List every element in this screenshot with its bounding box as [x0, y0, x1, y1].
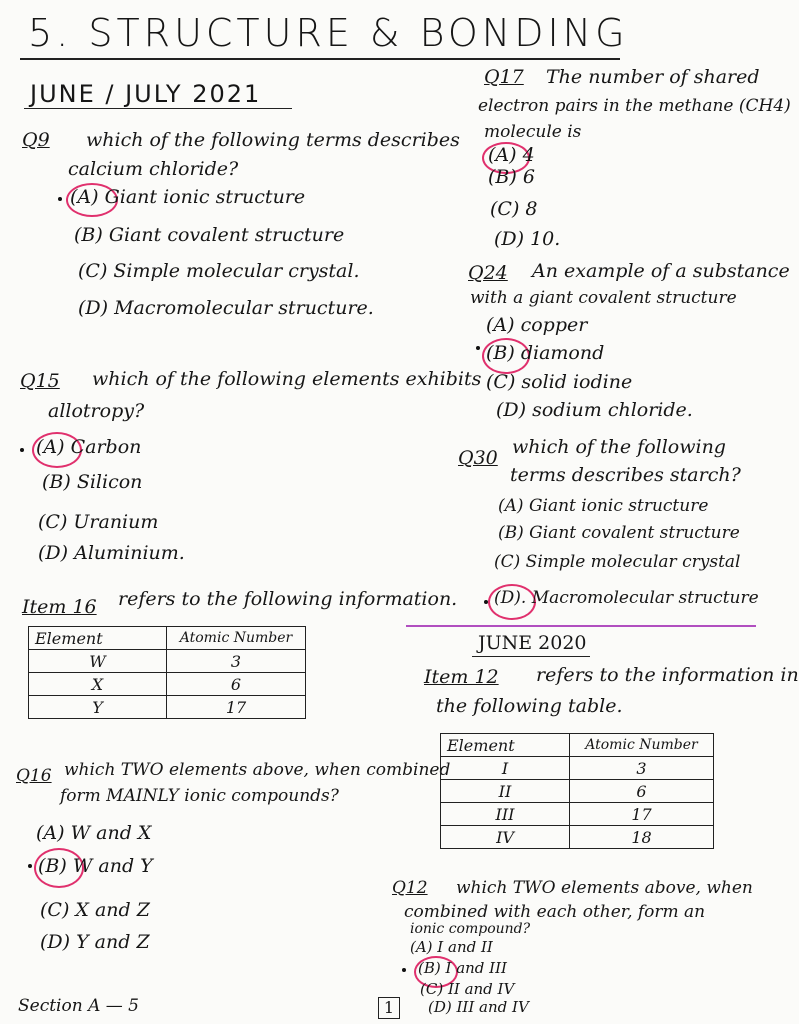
answer-option: (D) III and IV — [428, 998, 529, 1016]
table-row — [29, 673, 306, 696]
table-cell: III — [441, 803, 570, 826]
answer-option: (A) 4 — [488, 144, 535, 166]
answer-option: (B) diamond — [486, 342, 605, 364]
question-number: Q16 — [16, 766, 52, 786]
answer-option: (D) Macromolecular structure. — [78, 297, 374, 319]
answer-option: (C) II and IV — [420, 980, 515, 998]
table-header-row — [29, 627, 306, 650]
title-underline — [20, 58, 620, 60]
exam-heading-underline — [24, 108, 292, 109]
page-title: 5. STRUCTURE & BONDING — [28, 11, 629, 55]
answer-option: (B) Giant covalent structure — [74, 224, 345, 246]
question-text: terms describes starch? — [510, 464, 741, 486]
table-header: Element — [29, 627, 167, 650]
table-row — [29, 650, 306, 673]
exam-heading-underline — [472, 656, 590, 657]
element-table-item16 — [28, 626, 306, 719]
question-text: form MAINLY ionic compounds? — [60, 786, 339, 806]
question-text: molecule is — [484, 122, 582, 142]
answer-option: (B) I and III — [418, 959, 507, 977]
question-text: which of the following elements exhibits — [92, 368, 482, 390]
marks-box: 1 — [378, 997, 400, 1019]
table-header: Atomic Number — [570, 734, 714, 757]
question-text: An example of a substance — [532, 260, 790, 282]
answer-option: (A) I and II — [410, 938, 493, 956]
item-label: Item 16 — [22, 596, 97, 618]
question-text: electron pairs in the methane (CH4) — [478, 96, 791, 116]
table-cell: II — [441, 780, 570, 803]
exam-heading-2021: JUNE / JULY 2021 — [30, 80, 262, 108]
selection-dot — [402, 968, 406, 972]
answer-option: (C) X and Z — [40, 899, 150, 921]
answer-option: (D) Aluminium. — [38, 542, 185, 564]
table-cell: 17 — [167, 696, 306, 719]
exam-heading-2020: JUNE 2020 — [478, 632, 587, 654]
answer-option: (D) sodium chloride. — [496, 399, 693, 421]
answer-option: (B) W and Y — [38, 855, 153, 877]
table-header-row — [441, 734, 714, 757]
table-cell: 6 — [167, 673, 306, 696]
question-text: with a giant covalent structure — [470, 288, 737, 308]
table-row — [441, 780, 714, 803]
question-text: which TWO elements above, when — [456, 878, 753, 898]
table-row — [29, 696, 306, 719]
table-cell: I — [441, 757, 570, 780]
table-cell: W — [29, 650, 167, 673]
selection-dot — [476, 346, 480, 350]
question-text: allotropy? — [48, 400, 145, 422]
selection-dot — [28, 864, 32, 868]
table-cell: 17 — [570, 803, 714, 826]
answer-option: (A) Carbon — [36, 436, 142, 458]
table-cell: 3 — [167, 650, 306, 673]
table-row — [441, 803, 714, 826]
table-row — [441, 757, 714, 780]
question-text: which of the following — [512, 436, 726, 458]
answer-option: (A) W and X — [36, 822, 152, 844]
answer-option: (B) Silicon — [42, 471, 143, 493]
question-text: The number of shared — [546, 66, 760, 88]
question-number: Q30 — [458, 447, 498, 469]
table-cell: 3 — [570, 757, 714, 780]
answer-option: (A) Giant ionic structure — [498, 496, 709, 516]
answer-option: (D) Y and Z — [40, 931, 150, 953]
question-text: which TWO elements above, when combined — [64, 760, 451, 780]
table-cell: IV — [441, 826, 570, 849]
table-cell: Y — [29, 696, 167, 719]
table-cell: 6 — [570, 780, 714, 803]
answer-option: (C) Simple molecular crystal — [494, 552, 741, 572]
table-row — [441, 826, 714, 849]
table-cell: X — [29, 673, 167, 696]
question-number: Q9 — [22, 129, 50, 151]
question-text: combined with each other, form an — [404, 902, 706, 922]
question-number: Q12 — [392, 878, 428, 898]
answer-option: (A) copper — [486, 314, 588, 336]
question-number: Q15 — [20, 370, 60, 392]
item-text: refers to the information in — [536, 664, 799, 686]
answer-option: (C) Uranium — [38, 511, 159, 533]
table-header: Element — [441, 734, 570, 757]
answer-option: (A) Giant ionic structure — [70, 186, 306, 208]
table-cell: 18 — [570, 826, 714, 849]
selection-dot — [20, 448, 24, 452]
answer-option: (B) 6 — [488, 166, 535, 188]
item-text: the following table. — [436, 695, 623, 717]
question-text: calcium chloride? — [68, 158, 239, 180]
answer-option: (C) solid iodine — [486, 371, 633, 393]
question-text: which of the following terms describes — [86, 129, 460, 151]
answer-option: (B) Giant covalent structure — [498, 523, 740, 543]
table-header: Atomic Number — [167, 627, 306, 650]
answer-option: (D) 10. — [494, 228, 561, 250]
section-divider — [406, 625, 756, 627]
answer-option: (C) 8 — [490, 198, 538, 220]
selection-dot — [58, 197, 62, 201]
item-text: refers to the following information. — [118, 588, 458, 610]
question-text: ionic compound? — [410, 921, 531, 937]
element-table-item12 — [440, 733, 714, 849]
footer-section: Section A — 5 — [18, 996, 139, 1016]
answer-option: (C) Simple molecular crystal. — [78, 260, 360, 282]
question-number: Q17 — [484, 66, 524, 88]
question-number: Q24 — [468, 262, 508, 284]
answer-option: (D). Macromolecular structure — [494, 588, 759, 608]
item-label: Item 12 — [424, 666, 499, 688]
